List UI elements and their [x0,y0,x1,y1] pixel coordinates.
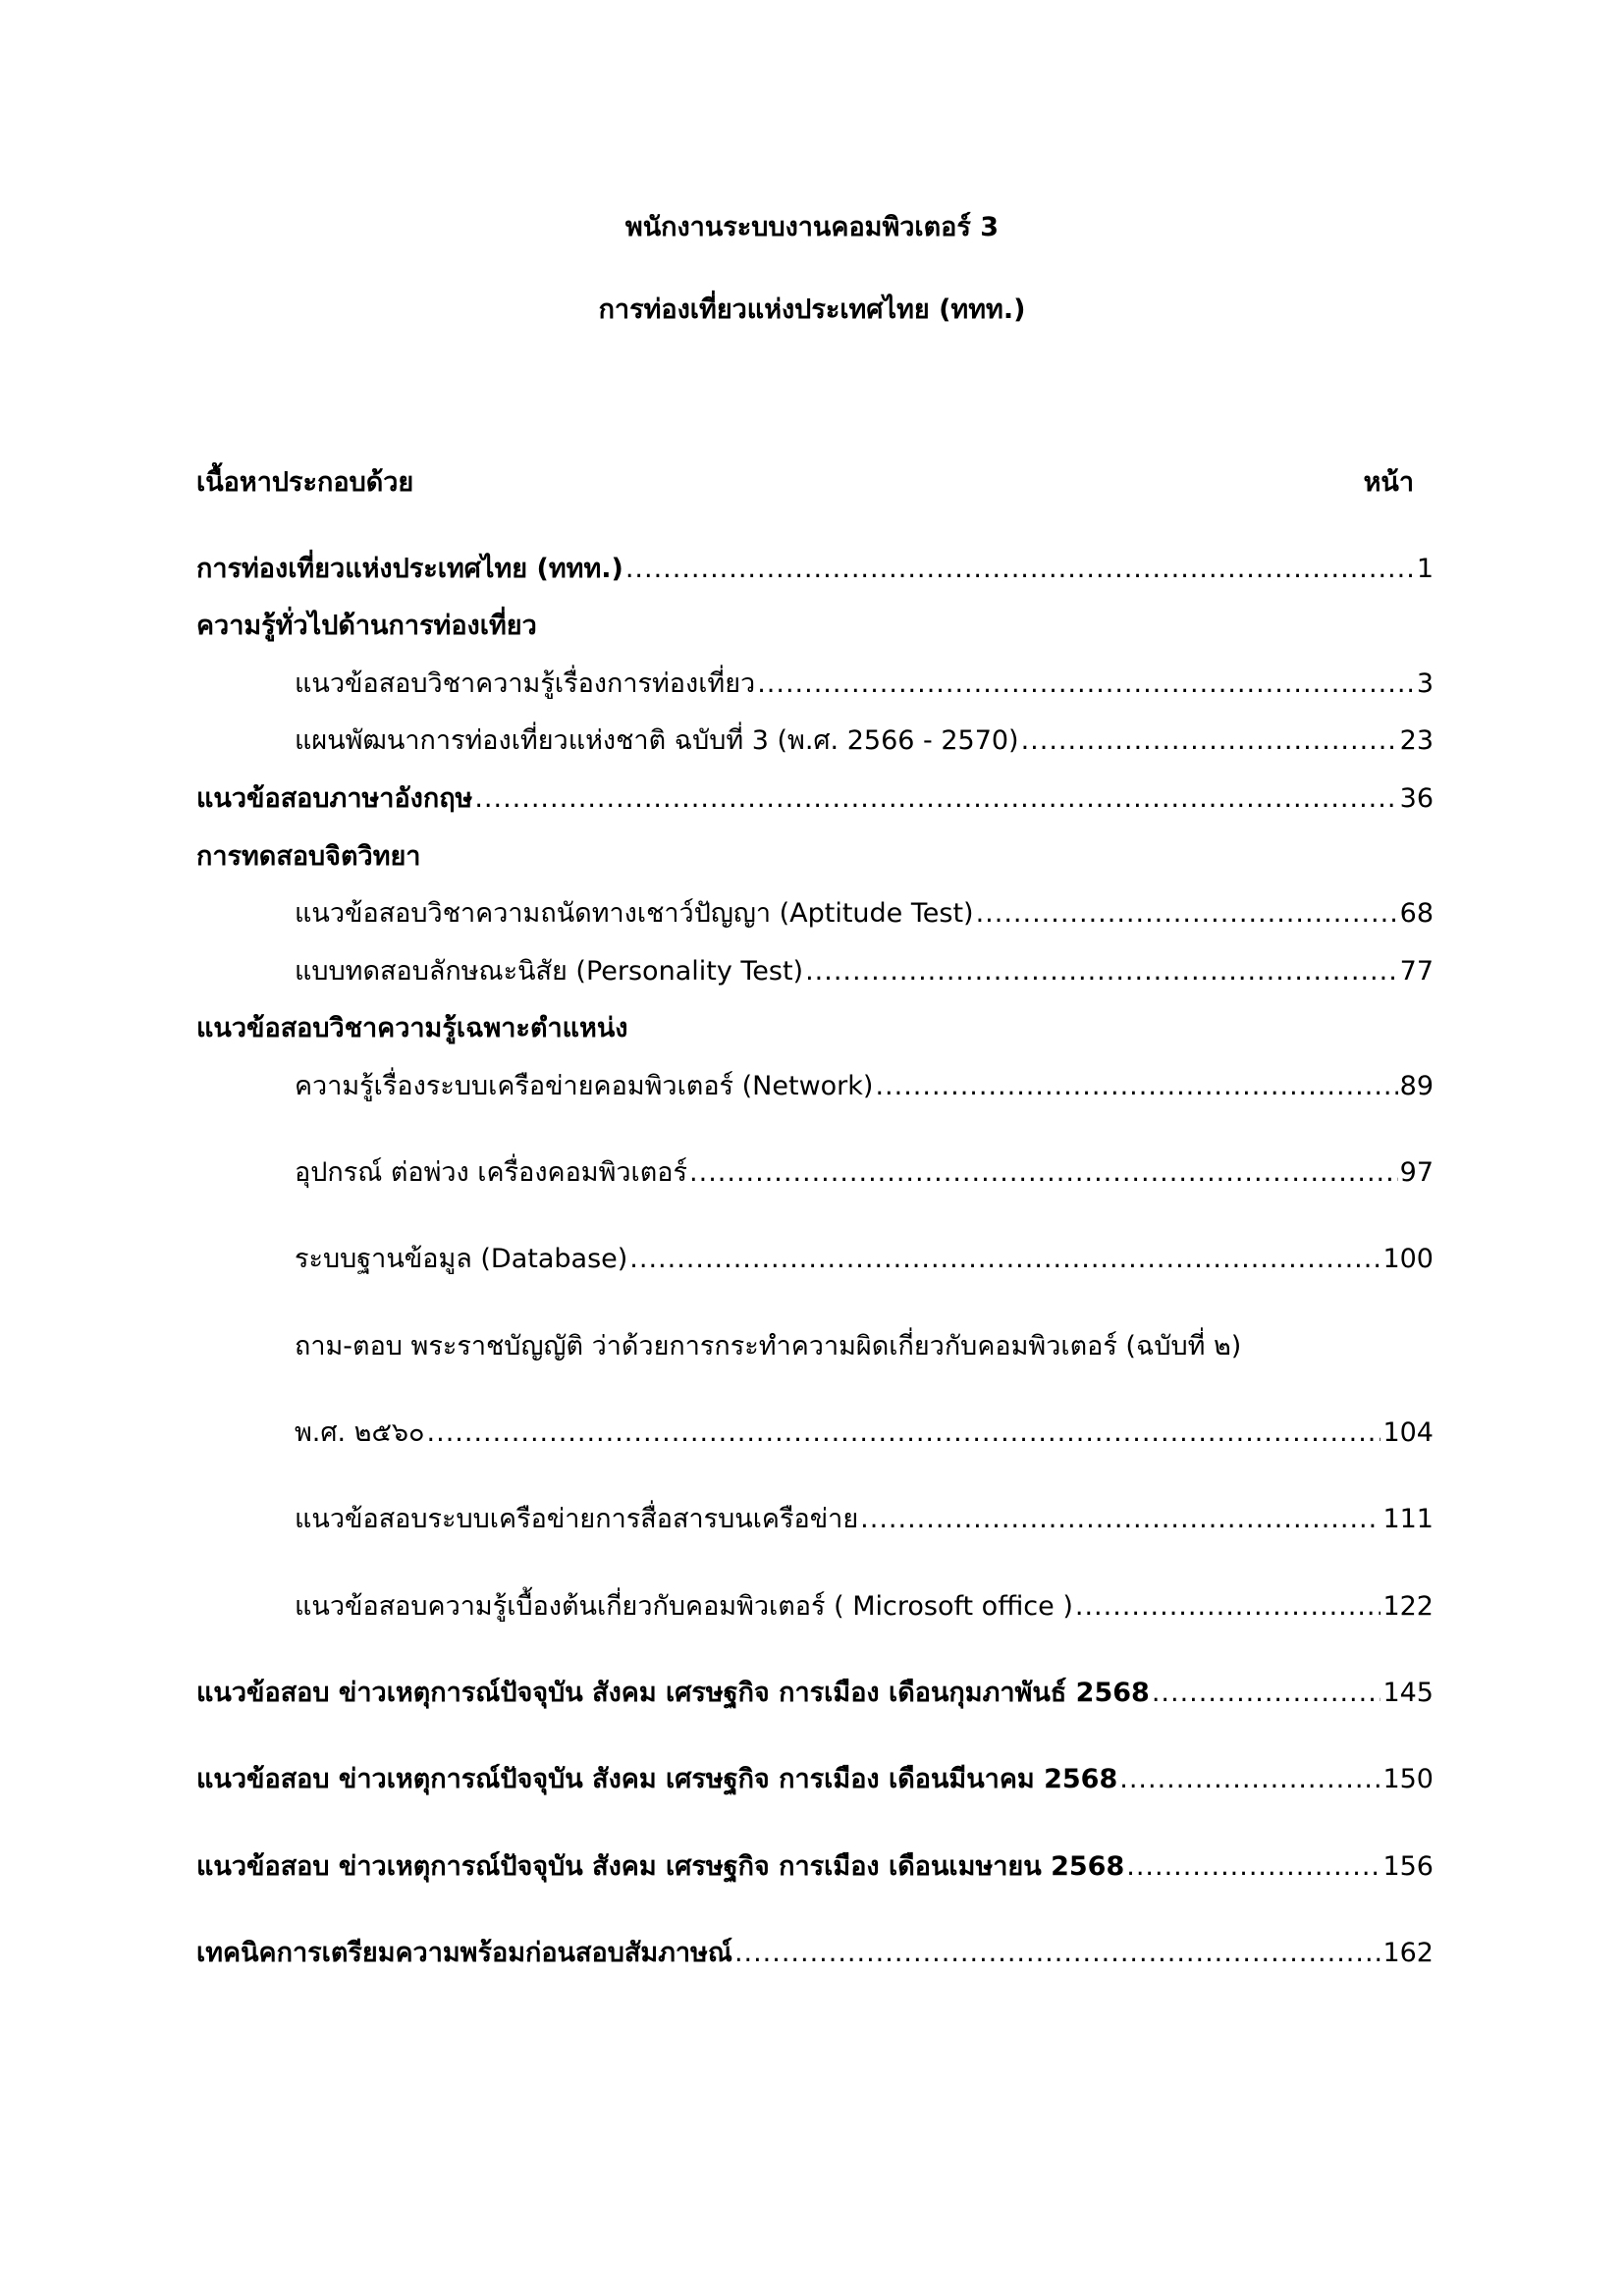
toc-entry-page: 150 [1382,1764,1434,1794]
toc-entry-page: 100 [1382,1244,1434,1274]
toc-entry-page: 162 [1382,1938,1434,1968]
toc-entry-news-march [196,1760,1434,1799]
document-subtitle: การท่องเที่ยวแห่งประเทศไทย (ททท.) [598,294,1026,325]
dot-leader [629,1240,1380,1279]
toc-section-tourism-knowledge: ความรู้ทั่วไปด้านการท่องเที่ยว [196,611,537,641]
toc-entry-label: การท่องเที่ยวแห่งประเทศไทย (ททท.) [196,554,623,584]
toc-entry-label: เทคนิคการเตรียมความพร้อมก่อนสอบสัมภาษณ์ [196,1938,732,1968]
toc-entry-label: แนวข้อสอบวิชาความถนัดทางเชาว์ปัญญา (Aptitude Test) [295,898,974,929]
toc-section-position-knowledge: แนวข้อสอบวิชาความรู้เฉพาะตำแหน่ง [196,1013,628,1043]
toc-entry-news-february [196,1674,1434,1713]
dot-leader [757,665,1415,704]
dot-leader [875,1067,1397,1106]
toc-heading: เนื้อหาประกอบด้วย [196,467,414,498]
toc-entry-peripherals [295,1153,1434,1193]
dot-leader [427,1414,1381,1453]
toc-entry-page: 36 [1399,783,1434,814]
toc-entry-microsoft-office [295,1587,1434,1627]
toc-entry-label: พ.ศ. ๒๕๖๐ [295,1417,425,1448]
toc-entry-database [295,1240,1434,1279]
toc-entry-network [295,1067,1434,1106]
toc-entry-label: แนวข้อสอบ ข่าวเหตุการณ์ปัจจุบัน สังคม เศรษฐกิจ การเมือง เดือนกุมภาพันธ์ 2568 [196,1678,1150,1708]
toc-entry-page: 104 [1382,1417,1434,1448]
toc-entry-page: 156 [1382,1851,1434,1882]
dot-leader [805,952,1398,991]
toc-entry-page: 1 [1416,554,1434,584]
toc-entry-label: ระบบฐานข้อมูล (Database) [295,1244,628,1274]
toc-entry-english [196,779,1434,819]
toc-entry-tourism-plan [295,721,1434,761]
dot-leader [860,1500,1380,1539]
toc-page-heading: หน้า [1363,467,1414,498]
toc-entry-label: แผนพัฒนาการท่องเที่ยวแห่งชาติ ฉบับที่ 3 (พ.ศ. 2566 - 2570) [295,725,1019,756]
toc-entry-page: 23 [1399,725,1434,756]
dot-leader [734,1934,1381,1973]
toc-entry-page: 89 [1399,1071,1434,1101]
toc-entry-page: 111 [1382,1504,1434,1534]
toc-entry-aptitude [295,894,1434,934]
toc-entry-label: แบบทดสอบลักษณะนิสัย (Personality Test) [295,956,804,987]
toc-entry-label: แนวข้อสอบระบบเครือข่ายการสื่อสารบนเครือข่าย [295,1504,859,1534]
toc-entry-personality [295,952,1434,991]
toc-entry-label: แนวข้อสอบวิชาความรู้เรื่องการท่องเที่ยว [295,668,756,699]
dot-leader [1152,1674,1381,1713]
toc-section-psychology: การทดสอบจิตวิทยา [196,841,421,872]
toc-entry-label: แนวข้อสอบความรู้เบื้องต้นเกี่ยวกับคอมพิวเตอร์ ( Microsoft office ) [295,1591,1073,1622]
toc-entry-page: 145 [1382,1678,1434,1708]
dot-leader [1119,1760,1380,1799]
toc-entry-label: ความรู้เรื่องระบบเครือข่ายคอมพิวเตอร์ (Network) [295,1071,874,1101]
toc-entry-label: อุปกรณ์ ต่อพ่วง เครื่องคอมพิวเตอร์ [295,1157,688,1188]
toc-entry-page: 122 [1382,1591,1434,1622]
dot-leader [689,1153,1398,1193]
toc-entry-label: แนวข้อสอบภาษาอังกฤษ [196,783,473,814]
toc-entry-page: 3 [1416,668,1434,699]
toc-entry-page: 68 [1399,898,1434,929]
dot-leader [1075,1587,1381,1627]
dot-leader [976,894,1398,934]
document-title: พนักงานระบบงานคอมพิวเตอร์ 3 [624,212,1000,242]
toc-entry-tourism-exam [295,665,1434,704]
toc-entry-page: 77 [1399,956,1434,987]
toc-entry-computer-crime-act: ถาม-ตอบ พระราชบัญญัติ ว่าด้วยการกระทำความผิดเกี่ยวกับคอมพิวเตอร์ (ฉบับที่ ๒) [295,1331,1242,1362]
toc-entry-interview-techniques [196,1934,1434,1973]
toc-entry-page: 97 [1399,1157,1434,1188]
dot-leader [1021,721,1398,761]
dot-leader [1126,1847,1380,1887]
toc-entry-network-communication [295,1500,1434,1539]
dot-leader [474,779,1397,819]
toc-entry-label: แนวข้อสอบ ข่าวเหตุการณ์ปัจจุบัน สังคม เศรษฐกิจ การเมือง เดือนเมษายน 2568 [196,1851,1125,1882]
toc-entry-tat [196,550,1434,589]
dot-leader [625,550,1415,589]
toc-entry-news-april [196,1847,1434,1887]
toc-entry-computer-crime-act-year [295,1414,1434,1453]
toc-entry-label: แนวข้อสอบ ข่าวเหตุการณ์ปัจจุบัน สังคม เศรษฐกิจ การเมือง เดือนมีนาคม 2568 [196,1764,1118,1794]
